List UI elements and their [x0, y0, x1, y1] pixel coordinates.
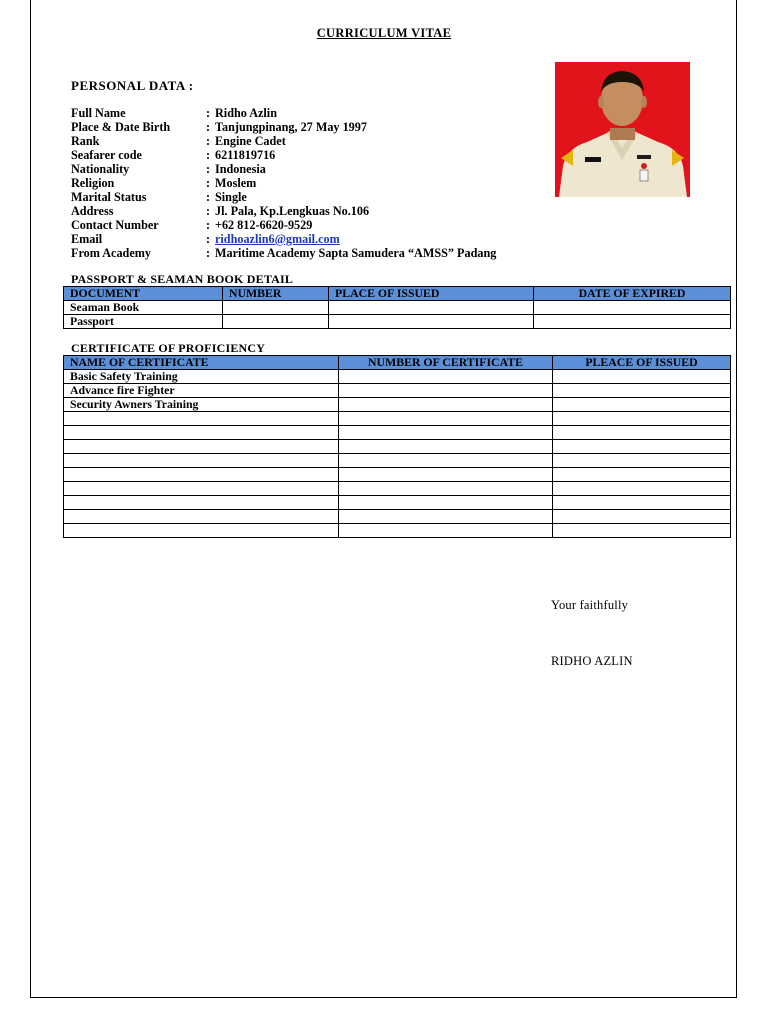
field-value: Tanjungpinang, 27 May 1997 — [215, 120, 367, 134]
table-cell: Advance fire Fighter — [64, 384, 339, 398]
field-row — [71, 120, 496, 134]
field-separator: : — [206, 134, 211, 148]
table-row — [64, 524, 731, 538]
column-header: DOCUMENT — [64, 287, 223, 301]
field-separator: : — [206, 120, 211, 134]
table-row — [64, 315, 731, 329]
table-cell — [223, 315, 329, 329]
field-label: Rank — [71, 134, 100, 148]
certificate-section-heading: CERTIFICATE OF PROFICIENCY — [71, 341, 266, 355]
email-link[interactable]: ridhoazlin6@gmail.com — [215, 232, 340, 246]
table-cell — [339, 482, 553, 496]
table-cell — [339, 454, 553, 468]
column-header: NAME OF CERTIFICATE — [64, 356, 339, 370]
table-cell — [553, 412, 731, 426]
table-cell — [223, 301, 329, 315]
table-cell — [64, 468, 339, 482]
table-row — [64, 496, 731, 510]
field-row — [71, 106, 496, 120]
table-row — [64, 426, 731, 440]
table-cell — [329, 301, 534, 315]
table-cell — [64, 426, 339, 440]
table-cell: Seaman Book — [64, 301, 223, 315]
table-cell — [553, 524, 731, 538]
field-label: Place & Date Birth — [71, 120, 171, 134]
field-value: Maritime Academy Sapta Samudera “AMSS” Padang — [215, 246, 497, 260]
field-separator: : — [206, 106, 211, 120]
table-cell — [339, 524, 553, 538]
table-cell — [329, 315, 534, 329]
table-cell — [64, 524, 339, 538]
field-separator: : — [206, 148, 211, 162]
field-label: Contact Number — [71, 218, 159, 232]
field-label: Seafarer code — [71, 148, 142, 162]
field-separator: : — [206, 162, 211, 176]
field-value: Indonesia — [215, 162, 266, 176]
table-cell — [553, 426, 731, 440]
profile-photo — [555, 62, 690, 197]
column-header: PLACE OF ISSUED — [329, 287, 534, 301]
table-row — [64, 482, 731, 496]
field-label: From Academy — [71, 246, 151, 260]
field-value: Engine Cadet — [215, 134, 286, 148]
table-row — [64, 301, 731, 315]
table-cell — [64, 510, 339, 524]
field-value: +62 812-6620-9529 — [215, 218, 313, 232]
field-value: Single — [215, 190, 247, 204]
table-cell — [64, 496, 339, 510]
field-label: Email — [71, 232, 103, 246]
table-cell — [553, 454, 731, 468]
table-cell — [553, 496, 731, 510]
table-cell — [339, 412, 553, 426]
field-label: Nationality — [71, 162, 130, 176]
table-cell — [64, 440, 339, 454]
table-cell — [553, 398, 731, 412]
column-header: NUMBER — [223, 287, 329, 301]
field-value: Moslem — [215, 176, 257, 190]
passport-table-header — [64, 287, 731, 301]
personal-data-heading: PERSONAL DATA : — [71, 78, 194, 93]
table-row — [64, 412, 731, 426]
passport-table — [63, 286, 731, 329]
table-row — [64, 384, 731, 398]
closing-salutation: Your faithfully — [551, 598, 629, 612]
table-cell — [553, 440, 731, 454]
table-cell: Passport — [64, 315, 223, 329]
field-label: Religion — [71, 176, 115, 190]
field-separator: : — [206, 190, 211, 204]
field-value: Ridho Azlin — [215, 106, 277, 120]
field-row — [71, 204, 496, 218]
field-row — [71, 134, 496, 148]
table-cell — [339, 384, 553, 398]
table-cell — [339, 496, 553, 510]
field-row — [71, 218, 496, 232]
field-row — [71, 190, 496, 204]
certificate-table — [63, 355, 731, 538]
table-cell — [339, 510, 553, 524]
column-header: NUMBER OF CERTIFICATE — [339, 356, 553, 370]
field-separator: : — [206, 176, 211, 190]
document-title: CURRICULUM VITAE — [316, 26, 452, 40]
table-cell — [339, 398, 553, 412]
table-row — [64, 468, 731, 482]
table-cell — [339, 426, 553, 440]
field-value: Jl. Pala, Kp.Lengkuas No.106 — [215, 204, 370, 218]
table-cell — [64, 412, 339, 426]
field-separator: : — [206, 204, 211, 218]
personal-data-fields — [71, 106, 496, 260]
table-cell — [534, 315, 731, 329]
table-cell — [553, 510, 731, 524]
table-cell: Basic Safety Training — [64, 370, 339, 384]
passport-section-heading: PASSPORT & SEAMAN BOOK DETAIL — [71, 272, 294, 286]
table-cell — [553, 468, 731, 482]
field-label: Full Name — [71, 106, 126, 120]
field-separator: : — [206, 246, 211, 260]
table-cell: Security Awners Training — [64, 398, 339, 412]
field-separator: : — [206, 218, 211, 232]
signature-name: RIDHO AZLIN — [551, 654, 633, 668]
field-value: 6211819716 — [215, 148, 276, 162]
table-row — [64, 510, 731, 524]
table-row — [64, 398, 731, 412]
table-cell — [339, 440, 553, 454]
field-row — [71, 162, 496, 176]
field-row — [71, 176, 496, 190]
table-cell — [553, 370, 731, 384]
table-cell — [64, 454, 339, 468]
field-row — [71, 148, 496, 162]
table-cell — [339, 370, 553, 384]
field-label: Marital Status — [71, 190, 147, 204]
table-cell — [339, 468, 553, 482]
table-cell — [553, 482, 731, 496]
table-row — [64, 454, 731, 468]
table-cell — [64, 482, 339, 496]
table-cell — [534, 301, 731, 315]
column-header: DATE OF EXPIRED — [534, 287, 731, 301]
field-label: Address — [71, 204, 114, 218]
table-cell — [553, 384, 731, 398]
field-separator: : — [206, 232, 211, 246]
field-row — [71, 246, 496, 260]
certificate-table-header — [64, 356, 731, 370]
column-header: PLEACE OF ISSUED — [553, 356, 731, 370]
field-row — [71, 232, 496, 246]
table-row — [64, 370, 731, 384]
table-row — [64, 440, 731, 454]
